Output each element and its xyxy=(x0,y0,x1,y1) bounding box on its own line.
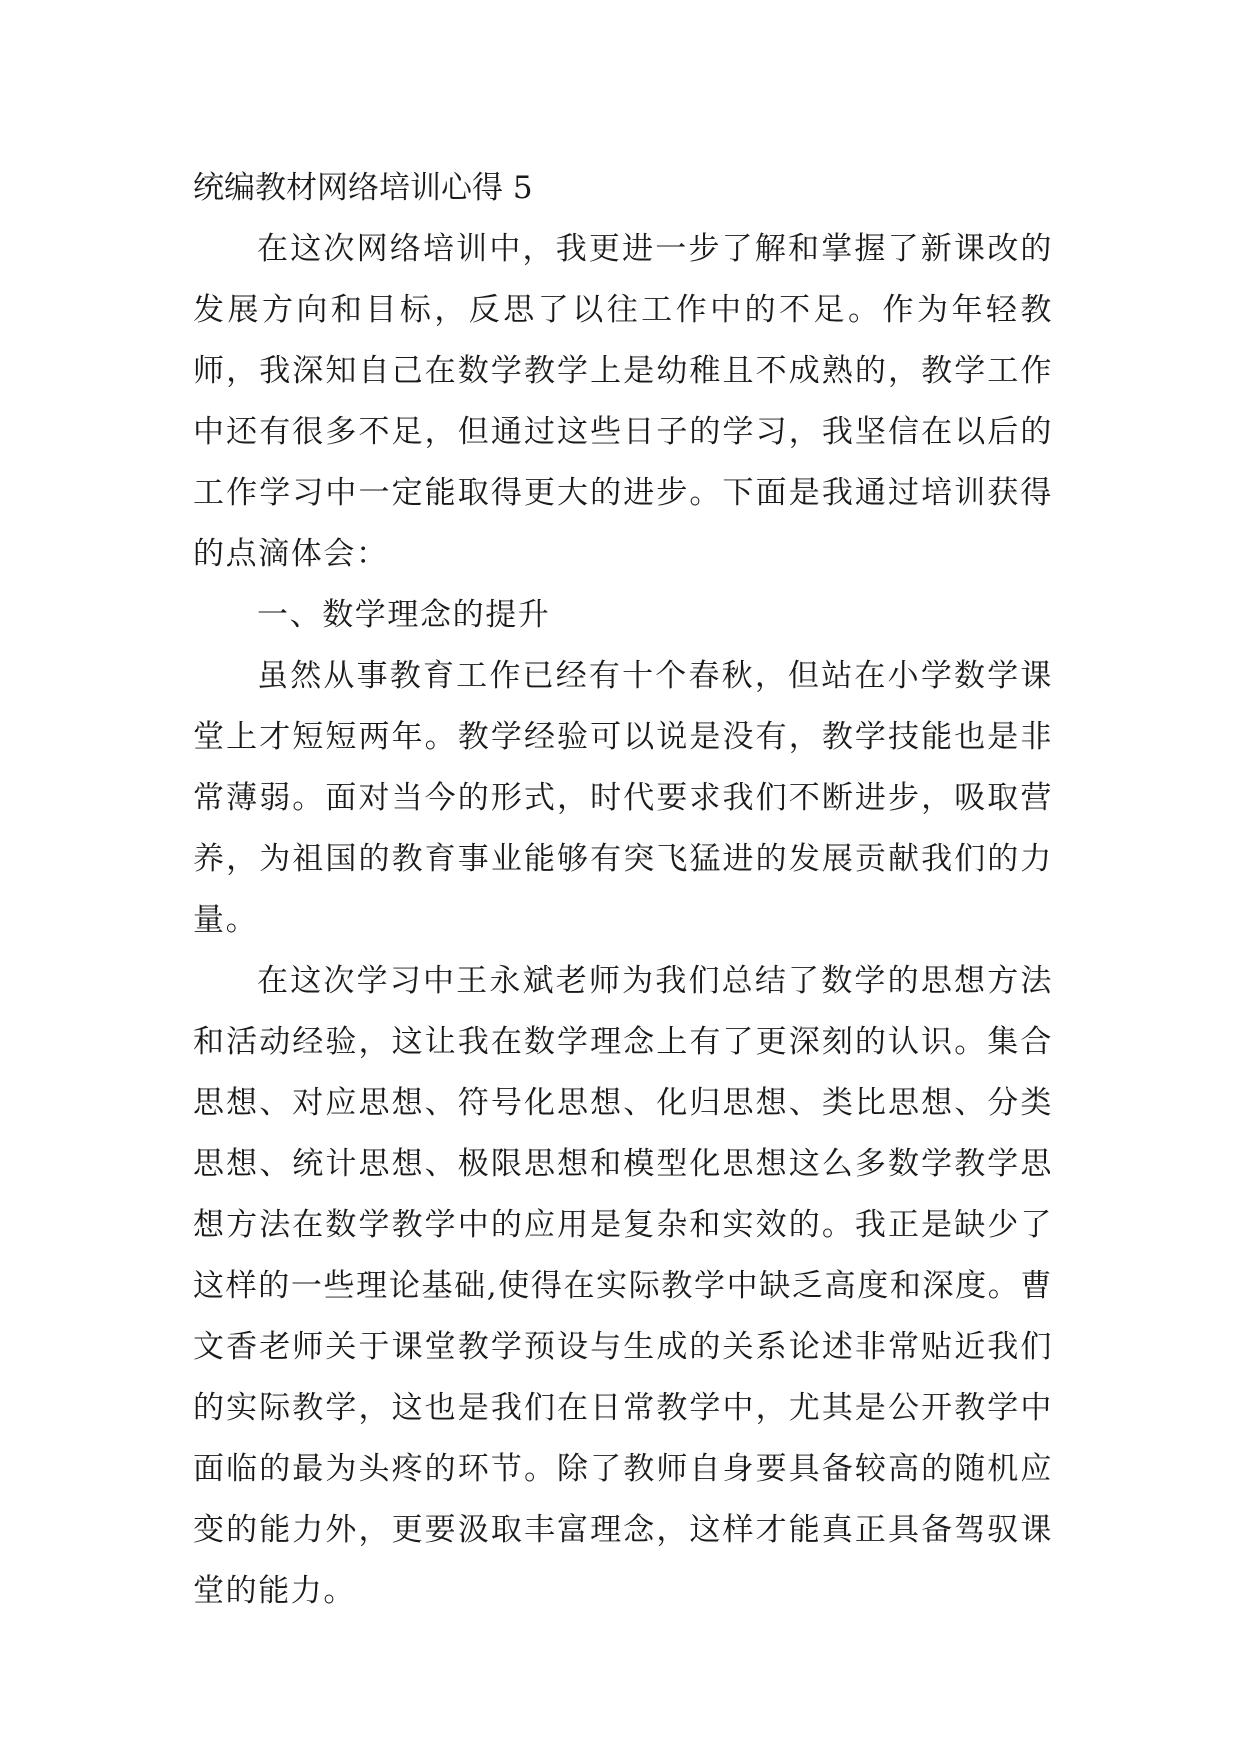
paragraph-learning: 在这次学习中王永斌老师为我们总结了数学的思想方法和活动经验，这让我在数学理念上有了更深刻的认识。集合思想、对应思想、符号化思想、化归思想、类比思想、分类思想、统计思想、极限思想和模型化思想这么多数学教学思想方法在数学教学中的应用是复杂和实效的。我正是缺少了这样的一些理论基础,使得在实际教学中缺乏高度和深度。曹文香老师关于课堂教学预设与生成的关系论述非常贴近我们的实际教学，这也是我们在日常教学中，尤其是公开教学中面临的最为头疼的环节。除了教师自身要具备较高的随机应变的能力外，更要汲取丰富理念，这样才能真正具备驾驭课堂的能力。 xyxy=(193,963,1053,1609)
paragraph-intro: 在这次网络培训中，我更进一步了解和掌握了新课改的发展方向和目标，反思了以往工作中的不足。作为年轻教师，我深知自己在数学教学上是幼稚且不成熟的，教学工作中还有很多不足，但通过这些日子的学习，我坚信在以后的工作学习中一定能取得更大的进步。下面是我通过培训获得的点滴体会： xyxy=(193,231,1053,572)
section-heading-1: 一、数学理念的提升 xyxy=(257,597,551,633)
document-title: 统编教材网络培训心得 5 xyxy=(193,170,533,206)
document-page xyxy=(193,158,1053,1622)
paragraph-experience: 虽然从事教育工作已经有十个春秋，但站在小学数学课堂上才短短两年。教学经验可以说是没有，教学技能也是非常薄弱。面对当今的形式，时代要求我们不断进步，吸取营养，为祖国的教育事业能够有突飞猛进的发展贡献我们的力量。 xyxy=(193,658,1053,938)
